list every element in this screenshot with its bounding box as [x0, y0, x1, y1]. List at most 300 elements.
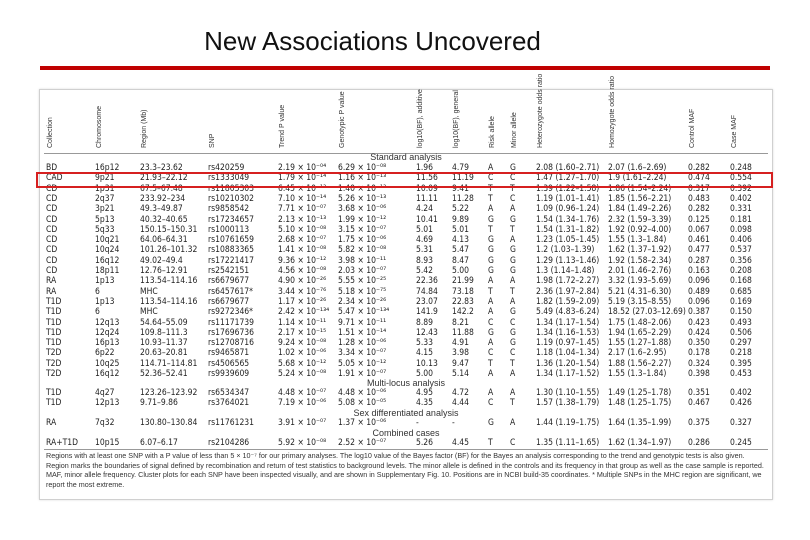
table-cell: 10p15 [95, 438, 120, 448]
table-cell: 1.92 (0.92–4.00) [608, 224, 672, 235]
table-cell: 49.02–49.4 [140, 255, 183, 266]
table-footnote: Regions with at least one SNP with a P value of less than 5 × 10⁻⁷ for our primary analyses. The log10 value of the Bayes factor (BF) for the Bayes an analysis corresponding to the trend and genotypic tests is also given. Region marks the boundaries of signal defined by recombination and return of test statistics to background levels. The minor allele is defined in the controls and its frequency in that group as well as the case sample is reported. MAF, minor allele frequency. Cluster plots for each SNP have been inspected visually, and are shown in Supplementary Fig. 10. Positions are in NCBI build-35 coordinates. * Multiple SNPs in the MHC region are significant, we report the most extreme. [46, 451, 764, 489]
section-combined: Combined cases [372, 428, 440, 438]
table-cell: rs11761231 [208, 418, 255, 428]
table-cell: 5.55 × 10⁻²⁵ [338, 276, 387, 287]
table-cell: 113.54–114.16 [140, 276, 198, 287]
table-cell: 3.98 [452, 348, 470, 359]
table-cell: 1.62 (1.34–1.97) [608, 438, 672, 448]
table-cell: 3p21 [95, 204, 115, 215]
table-cell: 6p22 [95, 348, 115, 359]
table-cell: 0.297 [730, 338, 752, 349]
table-cell: rs9465871 [208, 348, 250, 359]
table-cell: C [510, 438, 516, 448]
table-cell: 1.79 × 10⁻¹⁴ [278, 173, 327, 184]
table-cell: - [416, 418, 419, 428]
table-cell: 114.71–114.81 [140, 358, 198, 369]
table-cell: 10q24 [95, 245, 120, 256]
table-cell: 4.69 [416, 235, 434, 246]
table-cell: A [488, 388, 494, 398]
column-header: Case MAF [731, 114, 738, 148]
table-cell: 12q24 [95, 327, 120, 338]
table-cell: CD [46, 193, 58, 204]
table-cell: rs9858542 [208, 204, 250, 215]
table-cell: 0.489 [688, 286, 710, 297]
table-cell: 6.29 × 10⁻⁰⁸ [338, 163, 387, 173]
table-cell: CD [46, 214, 58, 225]
table-cell: 0.424 [688, 327, 710, 338]
table-cell: 5.31 [416, 245, 434, 256]
table-cell: 4.91 [452, 338, 470, 349]
table-cell: G [510, 163, 516, 173]
table-cell: 4.48 × 10⁻⁰⁶ [338, 388, 387, 398]
table-cell: 101.26–101.32 [140, 245, 198, 256]
table-cell: 1.98 (1.72–2.27) [536, 276, 600, 287]
table-row [40, 328, 772, 338]
table-cell: G [510, 327, 516, 338]
table-cell: 1.88 (1.56–2.27) [608, 358, 672, 369]
table-cell: 1.9 (1.61–2.24) [608, 173, 667, 184]
table-cell: G [488, 214, 494, 225]
table-cell: 0.208 [730, 266, 752, 276]
table-cell: 5.08 × 10⁻⁰⁵ [338, 398, 387, 409]
table-row [40, 194, 772, 204]
table-cell: 142.2 [452, 307, 474, 318]
table-cell: 4.13 [452, 235, 470, 246]
table-cell: 4.95 [416, 388, 434, 398]
column-header: Heterozygote odds ratio [537, 73, 544, 148]
table-cell: rs17221417 [208, 255, 255, 266]
table-cell: T2D [46, 369, 62, 379]
table-cell: 1.3 (1.14–1.48) [536, 266, 595, 276]
table-row [40, 388, 772, 398]
table-cell: T1D [46, 317, 62, 328]
table-cell: 5.18 × 10⁻⁷⁵ [338, 286, 387, 297]
table-cell: T [488, 438, 493, 448]
table-cell: 5.01 [452, 224, 470, 235]
section-multi: Multi-locus analysis [366, 378, 446, 388]
table-cell: 3.68 × 10⁻⁰⁶ [338, 204, 387, 215]
table-cell: 1.84 (1.49–2.26) [608, 204, 672, 215]
table-cell: T [488, 286, 493, 297]
table-cell: rs6534347 [208, 388, 250, 398]
table-cell: 2.03 × 10⁻⁰⁷ [338, 266, 387, 276]
table-row [40, 276, 772, 286]
table-cell: 2.08 (1.60–2.71) [536, 163, 600, 173]
table-cell: 1.54 (1.31–1.82) [536, 224, 600, 235]
table-cell: 18.52 (27.03–12.69) [608, 307, 686, 318]
table-cell: 9p21 [95, 173, 115, 184]
table-row [40, 338, 772, 348]
table-cell: 52.36–52.41 [140, 369, 188, 379]
column-header: Genotypic P value [339, 91, 346, 148]
table-cell: A [488, 369, 494, 379]
table-cell: RA+T1D [46, 438, 79, 448]
table-cell: 5q33 [95, 224, 115, 235]
table-cell: 0.282 [688, 204, 710, 215]
table-cell: 2.17 × 10⁻¹⁵ [278, 327, 327, 338]
table-cell: 4.35 [416, 398, 434, 409]
table-cell: rs17234657 [208, 214, 255, 225]
table-cell: 1.40 × 10⁻¹² [338, 183, 387, 194]
table-cell: 5.21 (4.31–6.30) [608, 286, 672, 297]
table-cell: 3.34 × 10⁻⁰⁷ [338, 348, 387, 359]
table-cell: 11.19 [452, 173, 474, 184]
table-cell: 233.92–234 [140, 193, 186, 204]
table-cell: 4.90 × 10⁻²⁶ [278, 276, 327, 287]
table-cell: 123.26–123.92 [140, 388, 198, 398]
table-cell: 0.406 [730, 235, 752, 246]
table-cell: CAD [46, 173, 63, 184]
table-cell: 10q21 [95, 235, 120, 246]
table-cell: 18p11 [95, 266, 120, 276]
table-cell: 1.51 × 10⁻¹⁴ [338, 327, 387, 338]
table-cell: 6 [95, 286, 100, 297]
table-cell: A [510, 235, 516, 246]
table-figure [39, 73, 773, 500]
table-cell: 7.19 × 10⁻⁰⁶ [278, 398, 327, 409]
table-cell: 1.99 × 10⁻¹² [338, 214, 387, 225]
table-cell: 2.36 (1.97–2.84) [536, 286, 600, 297]
table-cell: 8.93 [416, 255, 434, 266]
table-cell: 5.26 [416, 438, 434, 448]
table-cell: A [510, 296, 516, 307]
table-cell: 6.45 × 10⁻¹² [278, 183, 327, 194]
section-standard: Standard analysis [370, 152, 442, 162]
table-cell: rs17696736 [208, 327, 255, 338]
table-cell: rs2104286 [208, 438, 250, 448]
table-cell: T [510, 286, 515, 297]
table-cell: 150.15–150.31 [140, 224, 198, 235]
table-cell: 74.84 [416, 286, 438, 297]
table-cell: A [510, 276, 516, 287]
table-cell: 0.350 [688, 338, 710, 349]
table-cell: 1.49 (1.25–1.78) [608, 388, 672, 398]
table-cell: rs10210302 [208, 193, 255, 204]
table-cell: 49.3–49.87 [140, 204, 183, 215]
table-row [40, 348, 772, 358]
table-cell: 2.42 × 10⁻¹³⁴ [278, 307, 330, 318]
table-cell: 4q27 [95, 388, 115, 398]
table-cell: 0.387 [688, 307, 710, 318]
table-cell: 0.453 [730, 369, 752, 379]
highlight-box [36, 172, 773, 188]
table-cell: 130.80–130.84 [140, 418, 198, 428]
table-cell: 4.15 [416, 348, 434, 359]
table-cell: G [510, 214, 516, 225]
table-cell: 5.68 × 10⁻¹² [278, 358, 327, 369]
table-cell: G [488, 418, 494, 428]
table-cell: C [510, 193, 516, 204]
table-cell: 1.37 × 10⁻⁰⁶ [338, 418, 387, 428]
table-row [40, 318, 772, 328]
table-cell: 0.392 [730, 183, 752, 194]
table-cell: 1.47 (1.27–1.70) [536, 173, 600, 184]
table-cell: G [488, 266, 494, 276]
table-cell: 3.44 × 10⁻⁷⁶ [278, 286, 327, 297]
table-cell: 2.68 × 10⁻⁰⁷ [278, 235, 327, 246]
column-header: Collection [47, 117, 54, 148]
table-cell: 1.86 (1.54–2.24) [608, 183, 672, 194]
table-cell: 10.41 [416, 214, 438, 225]
table-row [40, 204, 772, 214]
table-cell: 5.92 × 10⁻⁰⁸ [278, 438, 327, 448]
table-cell: 4.79 [452, 163, 470, 173]
table-cell: 5.22 [452, 204, 470, 215]
table-cell: A [488, 307, 494, 318]
table-cell: 10.93–11.37 [140, 338, 188, 349]
table-cell: CD [46, 204, 58, 215]
table-cell: 1.96 [416, 163, 434, 173]
table-row [40, 418, 772, 428]
table-cell: 12.43 [416, 327, 438, 338]
table-cell: 0.483 [688, 193, 710, 204]
table-cell: A [488, 163, 494, 173]
table-cell: 1p13 [95, 276, 115, 287]
table-cell: T2D [46, 358, 62, 369]
table-row [40, 215, 772, 225]
table-cell: T1D [46, 388, 62, 398]
table-cell: 1p13 [95, 296, 115, 307]
table-cell: 2.07 (1.6–2.69) [608, 163, 667, 173]
table-cell: 5.14 [452, 369, 470, 379]
table-cell: 16q12 [95, 255, 120, 266]
table-cell: CD [46, 224, 58, 235]
table-cell: 0.351 [688, 388, 710, 398]
table-header [40, 73, 772, 152]
table-cell: 1.64 (1.35–1.99) [608, 418, 672, 428]
table-cell: 0.461 [688, 235, 710, 246]
table-cell: 22.83 [452, 296, 474, 307]
table-cell: T [510, 358, 515, 369]
table-cell: 1.09 (0.96–1.24) [536, 204, 600, 215]
table-cell: 0.402 [730, 388, 752, 398]
table-cell: 1.36 (1.20–1.54) [536, 358, 600, 369]
table-cell: rs1000113 [208, 224, 250, 235]
table-cell: G [488, 255, 494, 266]
slide-title: New Associations Uncovered [204, 26, 541, 56]
table-cell: G [488, 327, 494, 338]
table-cell: 0.169 [730, 296, 752, 307]
table-cell: 0.537 [730, 245, 752, 256]
table-cell: A [488, 276, 494, 287]
table-cell: 9.89 [452, 214, 470, 225]
table-cell: rs3764021 [208, 398, 250, 409]
table-cell: T1D [46, 307, 62, 318]
table-cell: 0.493 [730, 317, 752, 328]
table-cell: 0.467 [688, 398, 710, 409]
title-underline [40, 66, 770, 70]
table-cell: rs4506565 [208, 358, 250, 369]
table-row [40, 245, 772, 255]
table-cell: 0.248 [730, 163, 752, 173]
table-cell: 1.75 × 10⁻⁰⁶ [338, 235, 387, 246]
table-cell: 1.39 (1.22–1.58) [536, 183, 600, 194]
table-cell: 3.15 × 10⁻⁰⁷ [338, 224, 387, 235]
table-cell: 0.356 [730, 255, 752, 266]
table-cell: 1.16 × 10⁻¹³ [338, 173, 387, 184]
table-cell: 0.168 [730, 276, 752, 287]
table-cell: 0.245 [730, 438, 752, 448]
table-cell: 10.09 [416, 183, 438, 194]
table-cell: 1.75 (1.48–2.06) [608, 317, 672, 328]
table-cell: 0.324 [688, 358, 710, 369]
table-row [40, 256, 772, 266]
table-cell: 0.178 [688, 348, 710, 359]
table-cell: - [452, 418, 455, 428]
table-cell: 73.18 [452, 286, 474, 297]
table-cell: 4.48 × 10⁻⁰⁷ [278, 388, 327, 398]
table-cell: rs1333049 [208, 173, 250, 184]
table-cell: G [488, 245, 494, 256]
table-cell: C [488, 173, 494, 184]
table-cell: BD [46, 163, 58, 173]
table-cell: 8.89 [416, 317, 434, 328]
table-cell: 16q12 [95, 369, 120, 379]
table-cell: rs12708716 [208, 338, 255, 349]
table-cell: 0.282 [688, 163, 710, 173]
table-cell: A [488, 338, 494, 349]
table-cell: 1.23 (1.05–1.45) [536, 235, 600, 246]
table-cell: 11.88 [452, 327, 474, 338]
table-cell: 8.21 [452, 317, 470, 328]
section-sex: Sex differentiated analysis [353, 408, 459, 418]
table-cell: 7.71 × 10⁻⁰⁷ [278, 204, 327, 215]
table-cell: 7.10 × 10⁻¹⁴ [278, 193, 327, 204]
table-cell: rs6679677 [208, 276, 250, 287]
table-cell: 0.125 [688, 214, 710, 225]
table-cell: C [510, 173, 516, 184]
table-cell: 113.54–114.16 [140, 296, 198, 307]
table-cell: rs6679677 [208, 296, 250, 307]
table-cell: T [510, 224, 515, 235]
table-cell: 16p12 [95, 163, 120, 173]
table-cell: G [510, 245, 516, 256]
table-cell: 9.47 [452, 358, 470, 369]
table-cell: C [488, 317, 494, 328]
table-cell: 54.64–55.09 [140, 317, 188, 328]
table-cell: 1.48 (1.25–1.75) [608, 398, 672, 409]
table-cell: C [510, 317, 516, 328]
table-cell: 1.19 (1.01–1.41) [536, 193, 600, 204]
table-cell: C [488, 348, 494, 359]
table-cell: A [510, 418, 516, 428]
table-cell: 21.93–22.12 [140, 173, 188, 184]
table-cell: 0.067 [688, 224, 710, 235]
table-cell: 5.49 (4.83–6.24) [536, 307, 600, 318]
column-header: Homozygote odds ratio [609, 76, 616, 148]
table-cell: 23.07 [416, 296, 438, 307]
table-cell: 20.63–20.81 [140, 348, 188, 359]
column-header: SNP [209, 133, 216, 148]
column-header: log10(BF), general [453, 90, 460, 148]
table-cell: CD [46, 266, 58, 276]
table-cell: 0.423 [688, 317, 710, 328]
table-cell: G [510, 266, 516, 276]
table-row [40, 287, 772, 297]
table-row [40, 266, 772, 276]
table-cell: 0.096 [688, 276, 710, 287]
table-cell: 5.47 × 10⁻¹³⁴ [338, 307, 390, 318]
table-cell: T1D [46, 296, 62, 307]
table-cell: 1.29 (1.13–1.46) [536, 255, 600, 266]
table-cell: T [510, 183, 515, 194]
table-cell: 2.13 × 10⁻¹³ [278, 214, 327, 225]
table-row [40, 359, 772, 369]
table-cell: rs2542151 [208, 266, 250, 276]
table-cell: 5.00 [452, 266, 470, 276]
table-cell: CD [46, 255, 58, 266]
table-cell: 4.44 [452, 398, 470, 409]
table-cell: rs11171739 [208, 317, 255, 328]
table-cell: 0.098 [730, 224, 752, 235]
table-cell: 3.91 × 10⁻⁰⁷ [278, 418, 327, 428]
table-cell: 3.98 × 10⁻¹¹ [338, 255, 387, 266]
table-cell: 11.56 [416, 173, 438, 184]
table-cell: 1.34 (1.17–1.52) [536, 369, 600, 379]
table-cell: 2.34 × 10⁻²⁶ [338, 296, 387, 307]
table-cell: CD [46, 245, 58, 256]
table-cell: 1.57 (1.38–1.79) [536, 398, 600, 409]
table-cell: 23.3–23.62 [140, 163, 183, 173]
table-cell: G [510, 338, 516, 349]
table-cell: 1.19 (0.97–1.45) [536, 338, 600, 349]
footer-divider [44, 449, 768, 450]
table-cell: 1.17 × 10⁻²⁶ [278, 296, 327, 307]
table-row [40, 235, 772, 245]
table-cell: 12.76–12.91 [140, 266, 188, 276]
table-cell: 6.07–6.17 [140, 438, 178, 448]
table-cell: rs10761659 [208, 235, 255, 246]
table-cell: CD [46, 183, 58, 194]
table-cell: T [488, 193, 493, 204]
table-cell: 0.398 [688, 369, 710, 379]
table-cell: 4.45 [452, 438, 470, 448]
table-cell: 1.28 × 10⁻⁰⁶ [338, 338, 387, 349]
table-cell: 10q25 [95, 358, 120, 369]
table-cell: 141.9 [416, 307, 438, 318]
table-cell: 5.47 [452, 245, 470, 256]
column-header: Chromosome [96, 105, 103, 148]
column-header: Minor allele [511, 112, 518, 148]
table-cell: 9.24 × 10⁻⁰⁸ [278, 338, 327, 349]
table-cell: 1.34 (1.16–1.53) [536, 327, 600, 338]
table-cell: 12q13 [95, 317, 120, 328]
table-cell: 109.8–111.3 [140, 327, 188, 338]
table-cell: 67.5–67.48 [140, 183, 183, 194]
table-cell: 2.52 × 10⁻⁰⁷ [338, 438, 387, 448]
table-cell: 1.34 (1.17–1.54) [536, 317, 600, 328]
table-cell: 2q37 [95, 193, 115, 204]
table-cell: 5p13 [95, 214, 115, 225]
table-cell: 7q32 [95, 418, 115, 428]
table-cell: 11.28 [452, 193, 474, 204]
table-cell: 1.14 × 10⁻¹¹ [278, 317, 327, 328]
table-cell: 0.685 [730, 286, 752, 297]
table-cell: 10.13 [416, 358, 438, 369]
table-cell: 9.36 × 10⁻¹² [278, 255, 327, 266]
table-cell: 3.32 (1.93–5.69) [608, 276, 672, 287]
table-cell: 1.62 (1.37–1.92) [608, 245, 672, 256]
table-cell: 2.17 (1.6–2.95) [608, 348, 667, 359]
table-cell: 1.35 (1.11–1.65) [536, 438, 600, 448]
table-cell: A [510, 369, 516, 379]
column-header: Trend P value [279, 104, 286, 148]
table-cell: 2.01 (1.46–2.76) [608, 266, 672, 276]
table-cell: 9.41 [452, 183, 470, 194]
table-cell: 9.71–9.86 [140, 398, 178, 409]
table-cell: 1.91 × 10⁻⁰⁷ [338, 369, 387, 379]
